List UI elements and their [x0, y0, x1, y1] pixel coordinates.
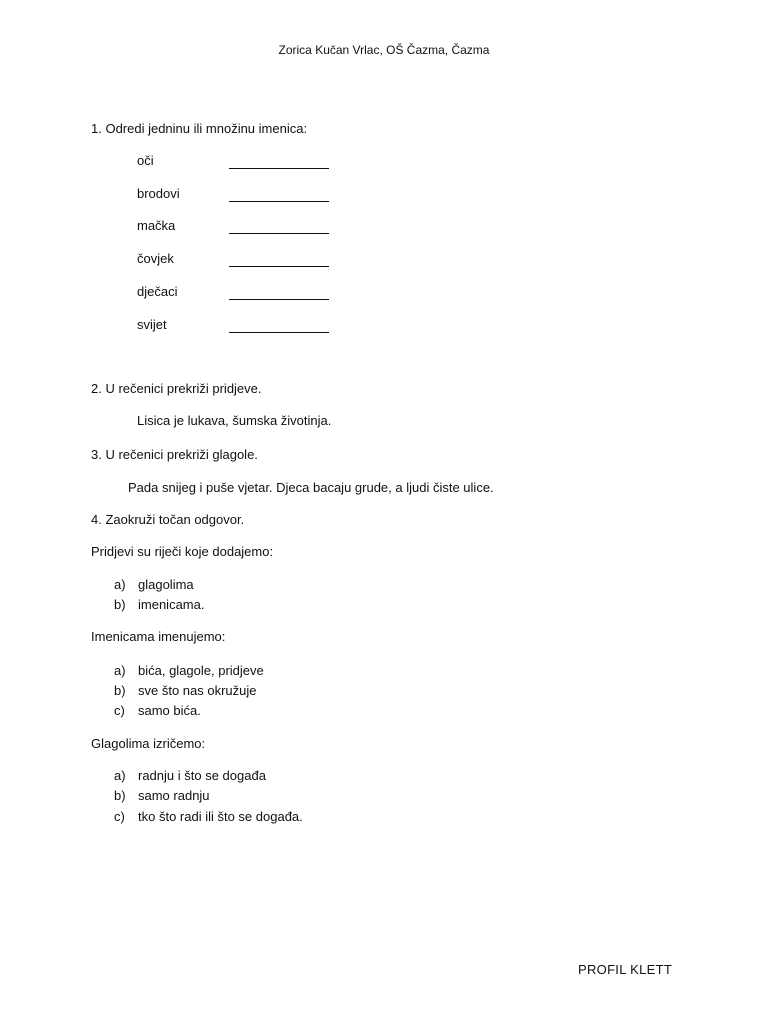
option-text: samo bića.	[138, 703, 201, 718]
answer-option	[114, 663, 264, 678]
option-text: samo radnju	[138, 788, 210, 803]
answer-option	[114, 683, 257, 698]
noun-row	[137, 251, 337, 271]
answer-option	[114, 788, 210, 803]
option-text: tko što radi ili što se događa.	[138, 809, 303, 824]
option-letter: b)	[114, 788, 126, 803]
noun-row	[137, 186, 337, 206]
noun-word: dječaci	[137, 284, 178, 299]
option-letter: b)	[114, 597, 126, 612]
noun-word: oči	[137, 153, 154, 168]
publisher-footer: PROFIL KLETT	[578, 962, 673, 977]
answer-blank	[229, 299, 329, 300]
noun-row	[137, 153, 337, 173]
question-3-sentence: Pada snijeg i puše vjetar. Djeca bacaju grude, a ljudi čiste ulice.	[128, 480, 494, 495]
question-1-title: 1. Odredi jedninu ili množinu imenica:	[91, 121, 308, 136]
option-letter: c)	[114, 809, 125, 824]
noun-row	[137, 218, 337, 238]
question-4-prompt-1: Pridjevi su riječi koje dodajemo:	[91, 544, 274, 559]
answer-option	[114, 597, 204, 612]
noun-word: brodovi	[137, 186, 180, 201]
noun-row	[137, 317, 337, 337]
answer-blank	[229, 168, 329, 169]
noun-word: mačka	[137, 218, 176, 233]
option-text: sve što nas okružuje	[138, 683, 257, 698]
answer-blank	[229, 266, 329, 267]
option-letter: a)	[114, 663, 126, 678]
noun-word: svijet	[137, 317, 167, 332]
option-text: radnju i što se događa	[138, 768, 266, 783]
question-4-prompt-3: Glagolima izričemo:	[91, 736, 206, 751]
option-letter: c)	[114, 703, 125, 718]
answer-blank	[229, 201, 329, 202]
option-letter: b)	[114, 683, 126, 698]
option-letter: a)	[114, 768, 126, 783]
answer-option	[114, 703, 201, 718]
noun-row	[137, 284, 337, 304]
question-4-prompt-2: Imenicama imenujemo:	[91, 629, 226, 644]
answer-option	[114, 768, 266, 783]
option-text: glagolima	[138, 577, 194, 592]
page-header: Zorica Kučan Vrlac, OŠ Čazma, Čazma	[278, 43, 490, 57]
noun-word: čovjek	[137, 251, 174, 266]
option-text: imenicama.	[138, 597, 205, 612]
question-3-title: 3. U rečenici prekriži glagole.	[91, 447, 258, 462]
option-text: bića, glagole, pridjeve	[138, 663, 264, 678]
answer-option	[114, 809, 303, 824]
question-2-sentence: Lisica je lukava, šumska životinja.	[137, 413, 332, 428]
option-letter: a)	[114, 577, 126, 592]
question-2-title: 2. U rečenici prekriži pridjeve.	[91, 381, 262, 396]
answer-blank	[229, 233, 329, 234]
answer-option	[114, 577, 194, 592]
answer-blank	[229, 332, 329, 333]
question-4-title: 4. Zaokruži točan odgovor.	[91, 512, 245, 527]
